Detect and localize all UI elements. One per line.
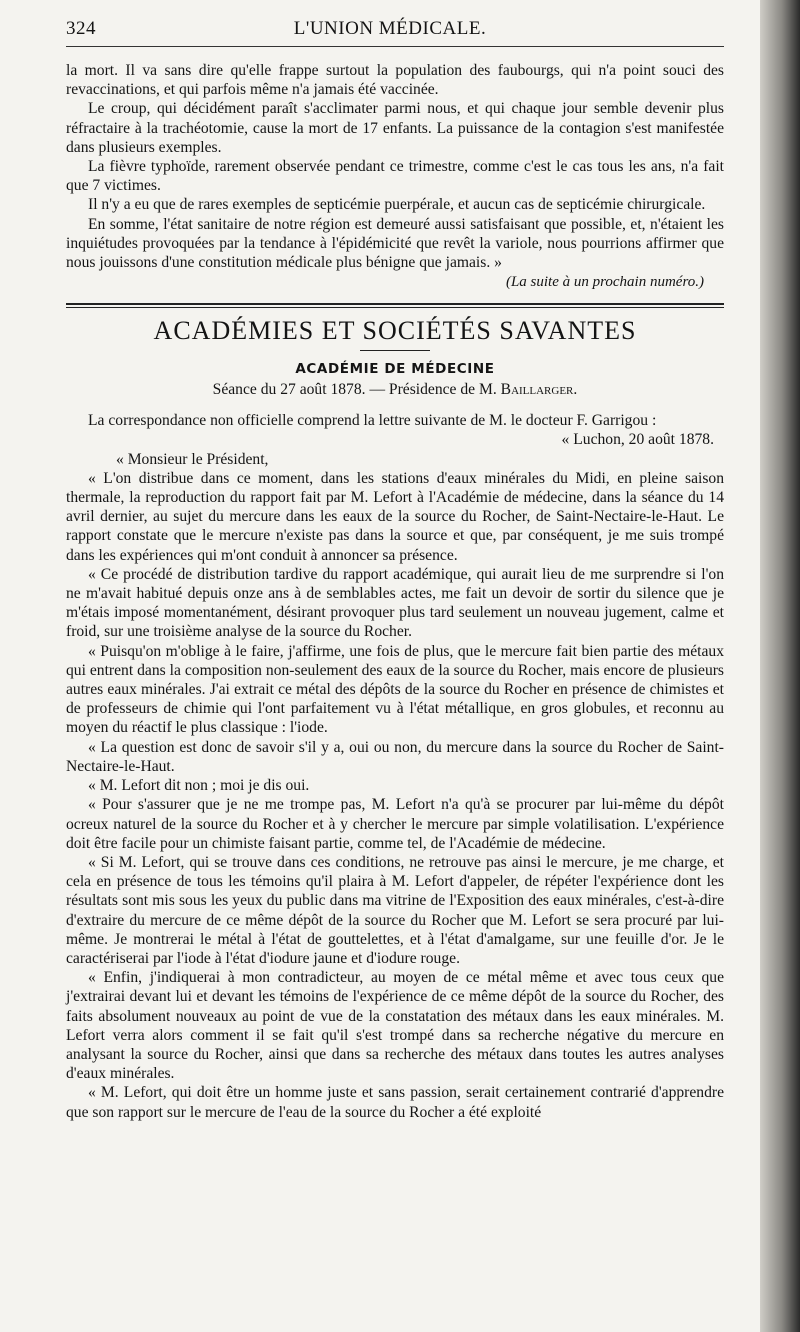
section-title: ACADÉMIES ET SOCIÉTÉS SAVANTES [153, 316, 637, 346]
letter [66, 411, 724, 1122]
session-date: Séance du 27 août 1878. — Présidence de M. [212, 381, 497, 399]
continued-note: (La suite à un prochain numéro.) [505, 274, 704, 291]
subsection-title: ACADÉMIE DE MÉDECINE [295, 361, 495, 378]
top-paragraph: La fièvre typhoïde, rarement observée pendant ce trimestre, comme c'est le cas tous les ans, n'a fait que 7 victimes. [66, 158, 724, 195]
book-spine [760, 0, 800, 1332]
letter-paragraph: « Ce procédé de distribution tardive du rapport académique, qui aurait lieu de me surprendre si l'on ne m'avait habitué depuis onze ans à de semblables actes, me fait un devoir de sortir du silence que je m'étais imposé momentanément, désirant provoquer plus tard seulement un nouveau jugement, calme et froid, sur une troisième analyse de la source du Rocher. [66, 565, 724, 641]
correspondence-intro: La correspondance non officielle comprend la lettre suivante de M. le docteur F. Garrigou : [88, 412, 657, 430]
page-number: 324 [66, 18, 96, 39]
letter-paragraph: « M. Lefort dit non ; moi je dis oui. [88, 777, 310, 795]
letter-paragraph: « Enfin, j'indiquerai à mon contradicteur, au moyen de ce métal même et avec tous ceux que j'extrairai devant lui et devant les témoins de l'expérience de ce même dépôt de la source du Rocher, des faits absolument nouveaux au point de vue de la constatation des métaux dans les eaux minérales. M. Lefort verra alors comment il se fait qu'il s'est trompé dans sa recherche négative du mercure en analysant la source du Rocher, ainsi que dans sa recherche des métaux dans toutes les autres analyses d'eaux minérales. [66, 969, 724, 1083]
letter-paragraph: « Pour s'assurer que je ne me trompe pas, M. Lefort n'a qu'à se procurer par lui-même du dépôt ocreux naturel de la source du Rocher et à y chercher le mercure par simple volatilisation. L'expérience doit être facile pour un chimiste faisant partie, comme tel, de l'Académie de médecine. [66, 796, 724, 852]
top-paragraph: En somme, l'état sanitaire de notre région est demeuré aussi satisfaisant que possible, et, n'étaient les inquiétudes provoquées par la tendance à l'épidémicité que revêt la variole, nous pourrions affirmer que nous jouissons d'une constitution médicale plus bénigne que jamais. » [66, 215, 724, 272]
letter-paragraph: « La question est donc de savoir s'il y a, oui ou non, du mercure dans la source du Rocher de Saint-Nectaire-le-Haut. [66, 738, 724, 775]
session-president: Baillarger. [500, 381, 578, 399]
letter-place-date: « Luchon, 20 août 1878. [561, 431, 714, 449]
title-rule [360, 350, 430, 351]
top-paragraph: la mort. Il va sans dire qu'elle frappe surtout la population des faubourgs, qui n'a point souci des revaccinations, et qui parfois même n'a jamais été vaccinée. [66, 62, 724, 99]
running-head [66, 18, 724, 47]
letter-paragraph: « L'on distribue dans ce moment, dans les stations d'eaux minérales du Midi, en pleine saison thermale, la reproduction du rapport fait par M. Lefort à l'Académie de médecine, dans la séance du 14 avril dernier, au sujet du mercure dans les eaux de la source du Rocher, de Saint-Nectaire-le-Haut. Le rapport constate que le mercure n'existe pas dans la source et que, par conséquent, je me suis trompé dans les expériences qui m'ont conduit à annoncer sa présence. [66, 469, 724, 564]
letter-salutation: « Monsieur le Président, [116, 450, 269, 468]
letter-paragraph: « Si M. Lefort, qui se trouve dans ces conditions, ne retrouve pas ainsi le mercure, je me charge, et cela en présence de tous les témoins qu'il plaira à M. Lefort d'appeler, de répéter l'expérience dont les résultats sont mis sous les yeux du public dans ma vitrine de l'Exposition des eaux minérales, c'est-à-dire d'extraire du mercure de ce même dépôt de la source du Rocher que M. Lefort se sera procuré par lui-même. Je montrerai le métal à l'état de gouttelettes, et à l'état d'amalgame, sur une feuille d'or. Je le caractériserai par l'iode à l'état d'iodure jaune et d'iodure rouge. [66, 853, 724, 967]
top-paragraph: Le croup, qui décidément paraît s'acclimater parmi nous, et qui chaque jour semble devenir plus réfractaire à la trachéotomie, cause la mort de 17 enfants. La puissance de la contagion s'est manifestée dans plusieurs exemples. [66, 100, 724, 156]
session-line [66, 381, 724, 399]
journal-title: L'UNION MÉDICALE. [293, 18, 487, 39]
letter-paragraph: « M. Lefort, qui doit être un homme juste et sans passion, serait certainement contrarié d'apprendre que son rapport sur le mercure de l'eau de la source du Rocher a été exploité [66, 1084, 724, 1121]
previous-article-end [66, 61, 724, 291]
section-divider [66, 303, 724, 308]
letter-paragraph: « Puisqu'on m'oblige à le faire, j'affirme, une fois de plus, que le mercure fait bien partie des métaux qui entrent dans la composition non-seulement des eaux de la source du Rocher, mais encore de plusieurs autres eaux minérales. J'ai extrait ce métal des dépôts de la source du Rocher en présence de chimistes et de professeurs de chimie qui l'ont parfaitement vu à l'état métallique, en gros globules, et reconnu au moyen du réactif le plus classique : l'iode. [66, 642, 724, 737]
top-paragraph: Il n'y a eu que de rares exemples de septicémie puerpérale, et aucun cas de septicémie chirurgicale. [88, 196, 706, 214]
